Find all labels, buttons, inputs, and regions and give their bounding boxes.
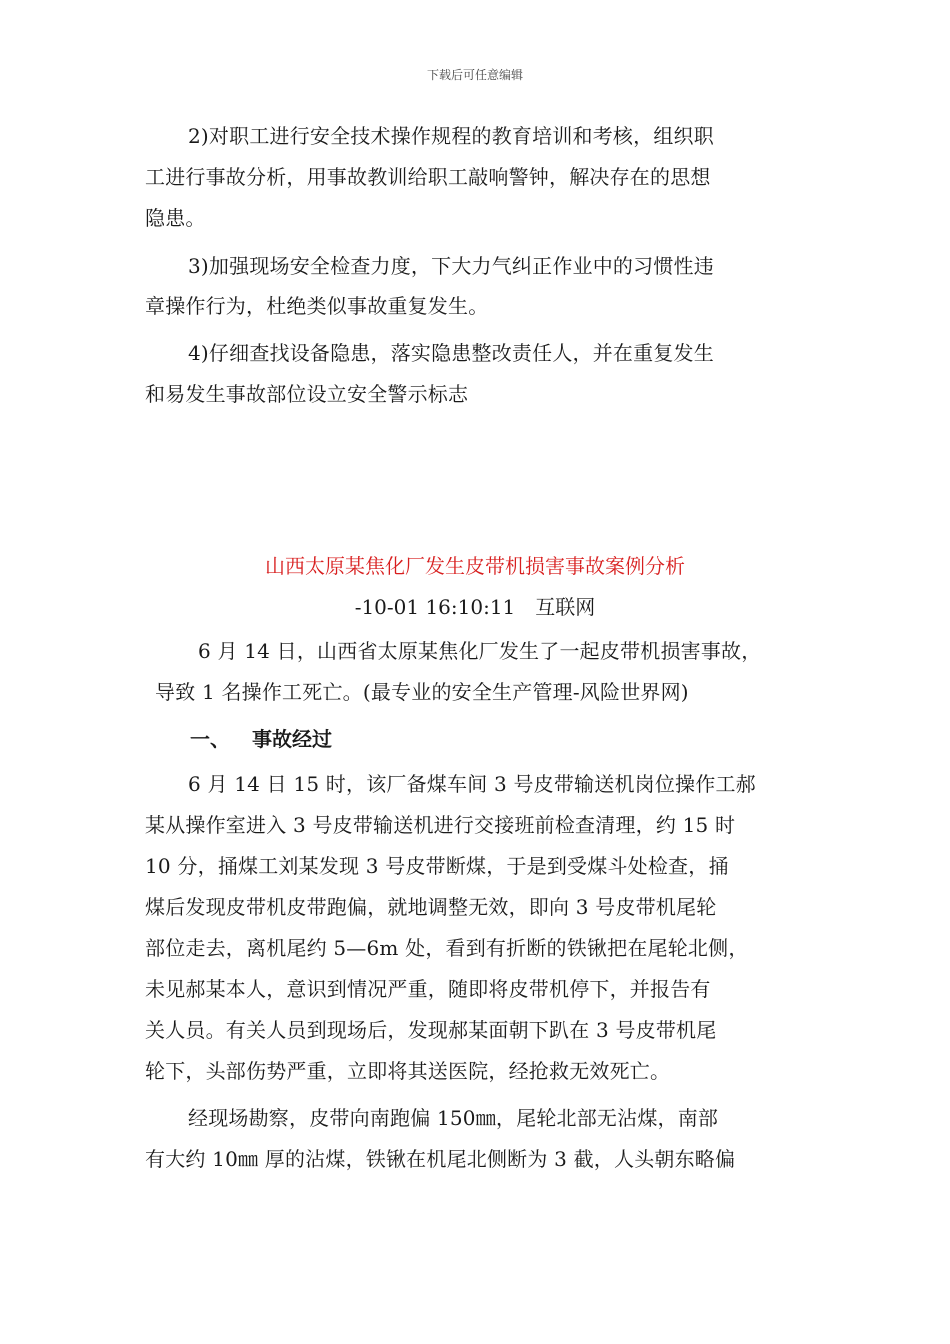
body-1-line-3: 10 分，捅煤工刘某发现 3 号皮带断煤，于是到受煤斗处检查，捅 — [145, 854, 729, 878]
paragraph-3-line-2: 章操作行为，杜绝类似事故重复发生。 — [145, 294, 489, 318]
section-title: 事故经过 — [252, 727, 332, 751]
body-1-line-1: 6 月 14 日 15 时，该厂备煤车间 3 号皮带输送机岗位操作工郝 — [188, 772, 756, 796]
download-note: 下载后可任意编辑 — [426, 68, 523, 82]
section-number: 一、 — [190, 727, 230, 751]
body-1-line-4: 煤后发现皮带机皮带跑偏，就地调整无效，即向 3 号皮带机尾轮 — [145, 895, 717, 919]
section-heading — [190, 725, 332, 753]
paragraph-4-line-2: 和易发生事故部位设立安全警示标志 — [145, 382, 469, 406]
paragraph-4-line-1: 4)仔细查找设备隐患，落实隐患整改责任人，并在重复发生 — [188, 341, 714, 365]
body-2-line-2: 有大约 10㎜ 厚的沾煤，铁锹在机尾北侧断为 3 截，人头朝东略偏 — [145, 1147, 736, 1171]
intro-line-2: 导致 1 名操作工死亡。(最专业的安全生产管理-风险世界网) — [155, 680, 689, 704]
body-2-line-1: 经现场勘察，皮带向南跑偏 150㎜，尾轮北部无沾煤，南部 — [188, 1106, 719, 1130]
paragraph-3-line-1: 3)加强现场安全检查力度，下大力气纠正作业中的习惯性违 — [188, 254, 714, 278]
body-1-line-5: 部位走去，离机尾约 5—6m 处，看到有折断的铁锹把在尾轮北侧， — [145, 936, 749, 960]
body-1-line-8: 轮下，头部伤势严重，立即将其送医院，经抢救无效死亡。 — [145, 1059, 671, 1083]
paragraph-2-line-3: 隐患。 — [145, 206, 206, 230]
paragraph-2-line-1: 2)对职工进行安全技术操作规程的教育培训和考核，组织职 — [188, 124, 714, 148]
paragraph-2-line-2: 工进行事故分析，用事故教训给职工敲响警钟，解决存在的思想 — [145, 165, 711, 189]
article-date-source: -10-01 16:10:11 互联网 — [354, 595, 596, 619]
body-1-line-7: 关人员。有关人员到现场后，发现郝某面朝下趴在 3 号皮带机尾 — [145, 1018, 717, 1042]
article-title: 山西太原某焦化厂发生皮带机损害事故案例分析 — [265, 554, 685, 578]
body-1-line-6: 未见郝某本人，意识到情况严重，随即将皮带机停下，并报告有 — [145, 977, 711, 1001]
intro-line-1: 6 月 14 日，山西省太原某焦化厂发生了一起皮带机损害事故， — [198, 639, 762, 663]
body-1-line-2: 某从操作室进入 3 号皮带输送机进行交接班前检查清理，约 15 时 — [145, 813, 736, 837]
